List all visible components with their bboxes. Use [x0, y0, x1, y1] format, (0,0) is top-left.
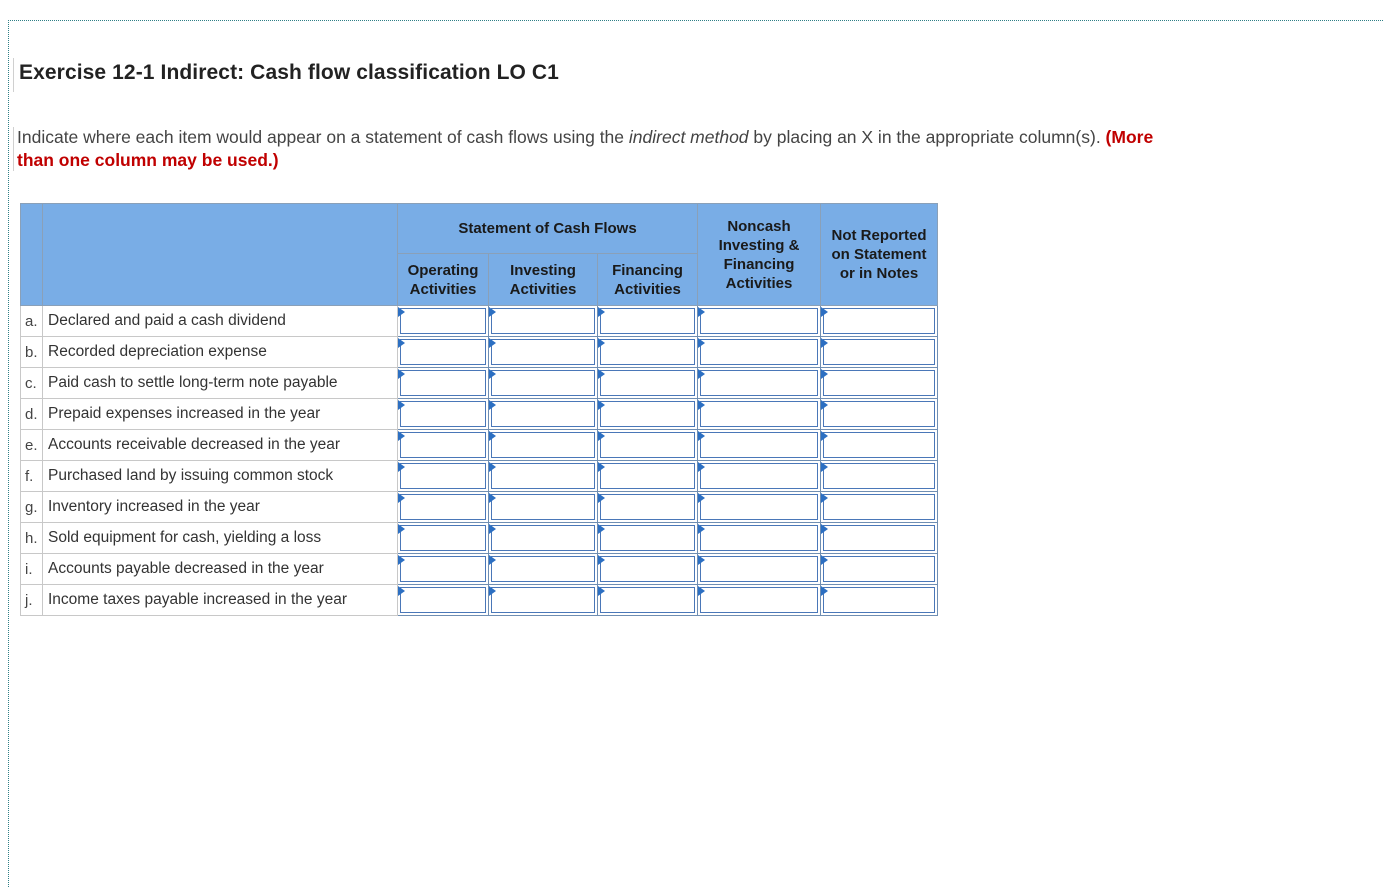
answer-input-noncash[interactable] — [700, 494, 818, 520]
answer-cell-noncash[interactable] — [698, 337, 821, 368]
answer-input-not-reported[interactable] — [823, 556, 935, 582]
header-operating — [398, 254, 489, 306]
answer-cell-not-reported[interactable] — [821, 430, 938, 461]
answer-cell-investing[interactable] — [489, 585, 598, 616]
dropdown-marker-icon[interactable] — [698, 307, 705, 317]
dropdown-marker-icon[interactable] — [489, 400, 496, 410]
frame-left-border — [8, 20, 9, 887]
table-body — [21, 306, 938, 616]
row-item-label: Sold equipment for cash, yielding a loss — [43, 523, 398, 554]
answer-input-financing[interactable] — [600, 463, 695, 489]
dropdown-marker-icon[interactable] — [821, 431, 828, 441]
answer-input-not-reported[interactable] — [823, 401, 935, 427]
row-item-label: Paid cash to settle long-term note payable — [43, 368, 398, 399]
answer-input-noncash[interactable] — [700, 463, 818, 489]
answer-cell-financing[interactable] — [598, 461, 698, 492]
answer-input-not-reported[interactable] — [823, 463, 935, 489]
table-row — [21, 554, 938, 585]
answer-cell-not-reported[interactable] — [821, 399, 938, 430]
answer-cell-investing[interactable] — [489, 337, 598, 368]
dropdown-marker-icon[interactable] — [598, 493, 605, 503]
answer-cell-financing[interactable] — [598, 306, 698, 337]
answer-cell-operating[interactable] — [398, 337, 489, 368]
answer-cell-financing[interactable] — [598, 492, 698, 523]
answer-input-financing[interactable] — [600, 370, 695, 396]
header-letter-blank — [21, 204, 43, 306]
answer-input-operating[interactable] — [400, 556, 486, 582]
dropdown-marker-icon[interactable] — [821, 369, 828, 379]
answer-cell-financing[interactable] — [598, 430, 698, 461]
dropdown-marker-icon[interactable] — [598, 307, 605, 317]
answer-input-financing[interactable] — [600, 401, 695, 427]
answer-cell-financing[interactable] — [598, 554, 698, 585]
row-letter: f. — [21, 461, 43, 492]
answer-cell-investing[interactable] — [489, 523, 598, 554]
frame-top-border — [8, 20, 1383, 21]
dropdown-marker-icon[interactable] — [489, 431, 496, 441]
answer-input-operating[interactable] — [400, 370, 486, 396]
answer-cell-investing[interactable] — [489, 461, 598, 492]
table-row — [21, 492, 938, 523]
dropdown-marker-icon[interactable] — [398, 338, 405, 348]
dropdown-marker-icon[interactable] — [598, 524, 605, 534]
row-item-label: Recorded depreciation expense — [43, 337, 398, 368]
answer-cell-operating[interactable] — [398, 585, 489, 616]
table-row — [21, 461, 938, 492]
dropdown-marker-icon[interactable] — [698, 431, 705, 441]
answer-cell-noncash[interactable] — [698, 523, 821, 554]
row-letter: b. — [21, 337, 43, 368]
answer-input-operating[interactable] — [400, 401, 486, 427]
dropdown-marker-icon[interactable] — [698, 524, 705, 534]
row-letter: c. — [21, 368, 43, 399]
answer-cell-investing[interactable] — [489, 306, 598, 337]
answer-cell-financing[interactable] — [598, 368, 698, 399]
dropdown-marker-icon[interactable] — [698, 369, 705, 379]
dropdown-marker-icon[interactable] — [398, 493, 405, 503]
header-statement-of-cash-flows: Statement of Cash Flows — [398, 204, 698, 254]
header-investing — [489, 254, 598, 306]
dropdown-marker-icon[interactable] — [489, 462, 496, 472]
answer-cell-not-reported[interactable] — [821, 523, 938, 554]
answer-input-operating[interactable] — [400, 587, 486, 613]
row-letter: d. — [21, 399, 43, 430]
dropdown-marker-icon[interactable] — [821, 555, 828, 565]
answer-cell-not-reported[interactable] — [821, 585, 938, 616]
answer-input-noncash[interactable] — [700, 525, 818, 551]
answer-input-not-reported[interactable] — [823, 339, 935, 365]
dropdown-marker-icon[interactable] — [698, 586, 705, 596]
header-item-blank — [43, 204, 398, 306]
instructions-text-before: Indicate where each item would appear on a statement of cash flows using the — [17, 127, 629, 147]
dropdown-marker-icon[interactable] — [489, 586, 496, 596]
dropdown-marker-icon[interactable] — [598, 431, 605, 441]
answer-cell-financing[interactable] — [598, 523, 698, 554]
answer-cell-noncash[interactable] — [698, 430, 821, 461]
dropdown-marker-icon[interactable] — [821, 400, 828, 410]
answer-input-not-reported[interactable] — [823, 494, 935, 520]
dropdown-marker-icon[interactable] — [398, 586, 405, 596]
header-operating-label: Operating Activities — [407, 261, 479, 298]
dropdown-marker-icon[interactable] — [821, 586, 828, 596]
table-row — [21, 368, 938, 399]
dropdown-marker-icon[interactable] — [821, 462, 828, 472]
instructions-accent-bar — [13, 127, 14, 171]
instructions-text-after: by placing an X in the appropriate column(s). — [748, 127, 1106, 147]
header-financing-label: Financing Activities — [612, 261, 683, 298]
answer-input-noncash[interactable] — [700, 370, 818, 396]
dropdown-marker-icon[interactable] — [398, 369, 405, 379]
answer-input-financing[interactable] — [600, 556, 695, 582]
row-letter: g. — [21, 492, 43, 523]
dropdown-marker-icon[interactable] — [598, 555, 605, 565]
dropdown-marker-icon[interactable] — [698, 462, 705, 472]
dropdown-marker-icon[interactable] — [489, 369, 496, 379]
dropdown-marker-icon[interactable] — [398, 524, 405, 534]
answer-input-operating[interactable] — [400, 494, 486, 520]
answer-cell-operating[interactable] — [398, 554, 489, 585]
row-item-label: Income taxes payable increased in the year — [43, 585, 398, 616]
answer-cell-noncash[interactable] — [698, 585, 821, 616]
answer-input-operating[interactable] — [400, 463, 486, 489]
row-letter: e. — [21, 430, 43, 461]
answer-input-investing[interactable] — [491, 587, 595, 613]
answer-input-not-reported[interactable] — [823, 587, 935, 613]
answer-input-financing[interactable] — [600, 587, 695, 613]
answer-input-investing[interactable] — [491, 556, 595, 582]
instructions-warning: (More than one column may be used.) — [17, 127, 1154, 170]
row-item-label: Accounts receivable decreased in the year — [43, 430, 398, 461]
answer-cell-not-reported[interactable] — [821, 306, 938, 337]
answer-cell-not-reported[interactable] — [821, 554, 938, 585]
answer-cell-investing[interactable] — [489, 399, 598, 430]
dropdown-marker-icon[interactable] — [598, 400, 605, 410]
answer-cell-investing[interactable] — [489, 368, 598, 399]
answer-input-financing[interactable] — [600, 339, 695, 365]
answer-cell-investing[interactable] — [489, 430, 598, 461]
answer-input-investing[interactable] — [491, 370, 595, 396]
row-item-label: Inventory increased in the year — [43, 492, 398, 523]
answer-cell-noncash[interactable] — [698, 306, 821, 337]
row-letter: j. — [21, 585, 43, 616]
answer-input-operating[interactable] — [400, 308, 486, 334]
dropdown-marker-icon[interactable] — [398, 462, 405, 472]
answer-input-operating[interactable] — [400, 432, 486, 458]
answer-input-financing[interactable] — [600, 525, 695, 551]
answer-input-financing[interactable] — [600, 308, 695, 334]
dropdown-marker-icon[interactable] — [698, 493, 705, 503]
answer-input-not-reported[interactable] — [823, 308, 935, 334]
answer-input-noncash[interactable] — [700, 587, 818, 613]
answer-cell-operating[interactable] — [398, 430, 489, 461]
row-letter: h. — [21, 523, 43, 554]
header-not-reported — [821, 204, 938, 306]
answer-cell-investing[interactable] — [489, 492, 598, 523]
answer-input-investing[interactable] — [491, 308, 595, 334]
answer-input-investing[interactable] — [491, 339, 595, 365]
answer-cell-operating[interactable] — [398, 492, 489, 523]
answer-cell-operating[interactable] — [398, 461, 489, 492]
answer-input-financing[interactable] — [600, 432, 695, 458]
table-row — [21, 430, 938, 461]
answer-cell-operating[interactable] — [398, 399, 489, 430]
table-row — [21, 337, 938, 368]
table-row — [21, 306, 938, 337]
answer-cell-financing[interactable] — [598, 399, 698, 430]
answer-cell-financing[interactable] — [598, 585, 698, 616]
answer-input-investing[interactable] — [491, 463, 595, 489]
table-row — [21, 523, 938, 554]
answer-input-operating[interactable] — [400, 525, 486, 551]
dropdown-marker-icon[interactable] — [598, 462, 605, 472]
answer-input-operating[interactable] — [400, 339, 486, 365]
dropdown-marker-icon[interactable] — [598, 338, 605, 348]
dropdown-marker-icon[interactable] — [398, 555, 405, 565]
table-row — [21, 585, 938, 616]
header-noncash-label: Noncash Investing & Financing Activities — [718, 217, 800, 292]
dropdown-marker-icon[interactable] — [821, 307, 828, 317]
dropdown-marker-icon[interactable] — [698, 555, 705, 565]
instructions — [17, 126, 1167, 172]
answer-cell-not-reported[interactable] — [821, 461, 938, 492]
dropdown-marker-icon[interactable] — [489, 338, 496, 348]
row-letter: a. — [21, 306, 43, 337]
dropdown-marker-icon[interactable] — [489, 524, 496, 534]
answer-input-financing[interactable] — [600, 494, 695, 520]
answer-cell-operating[interactable] — [398, 306, 489, 337]
answer-cell-financing[interactable] — [598, 337, 698, 368]
answer-cell-operating[interactable] — [398, 523, 489, 554]
classification-table — [20, 203, 938, 616]
answer-input-noncash[interactable] — [700, 556, 818, 582]
dropdown-marker-icon[interactable] — [398, 307, 405, 317]
dropdown-marker-icon[interactable] — [489, 307, 496, 317]
answer-cell-investing[interactable] — [489, 554, 598, 585]
header-financing — [598, 254, 698, 306]
answer-input-not-reported[interactable] — [823, 370, 935, 396]
answer-input-noncash[interactable] — [700, 432, 818, 458]
row-item-label: Accounts payable decreased in the year — [43, 554, 398, 585]
dropdown-marker-icon[interactable] — [489, 493, 496, 503]
answer-input-not-reported[interactable] — [823, 525, 935, 551]
row-item-label: Prepaid expenses increased in the year — [43, 399, 398, 430]
dropdown-marker-icon[interactable] — [489, 555, 496, 565]
dropdown-marker-icon[interactable] — [698, 338, 705, 348]
answer-input-noncash[interactable] — [700, 339, 818, 365]
answer-input-noncash[interactable] — [700, 308, 818, 334]
answer-input-investing[interactable] — [491, 401, 595, 427]
answer-cell-not-reported[interactable] — [821, 337, 938, 368]
dropdown-marker-icon[interactable] — [821, 493, 828, 503]
dropdown-marker-icon[interactable] — [598, 586, 605, 596]
answer-cell-noncash[interactable] — [698, 399, 821, 430]
dropdown-marker-icon[interactable] — [398, 400, 405, 410]
answer-cell-not-reported[interactable] — [821, 368, 938, 399]
answer-input-investing[interactable] — [491, 432, 595, 458]
title-accent-bar — [13, 58, 14, 92]
answer-input-not-reported[interactable] — [823, 432, 935, 458]
row-item-label: Purchased land by issuing common stock — [43, 461, 398, 492]
header-noncash — [698, 204, 821, 306]
dropdown-marker-icon[interactable] — [398, 431, 405, 441]
exercise-title: Exercise 12-1 Indirect: Cash flow classification LO C1 — [19, 61, 559, 84]
row-item-label: Declared and paid a cash dividend — [43, 306, 398, 337]
dropdown-marker-icon[interactable] — [821, 524, 828, 534]
instructions-emphasis: indirect method — [628, 127, 749, 147]
answer-input-investing[interactable] — [491, 525, 595, 551]
answer-cell-noncash[interactable] — [698, 554, 821, 585]
row-letter: i. — [21, 554, 43, 585]
answer-cell-noncash[interactable] — [698, 368, 821, 399]
answer-input-investing[interactable] — [491, 494, 595, 520]
dropdown-marker-icon[interactable] — [698, 400, 705, 410]
answer-cell-noncash[interactable] — [698, 461, 821, 492]
answer-cell-not-reported[interactable] — [821, 492, 938, 523]
table-row — [21, 399, 938, 430]
answer-input-noncash[interactable] — [700, 401, 818, 427]
dropdown-marker-icon[interactable] — [821, 338, 828, 348]
dropdown-marker-icon[interactable] — [598, 369, 605, 379]
header-investing-label: Investing Activities — [509, 261, 577, 298]
answer-cell-operating[interactable] — [398, 368, 489, 399]
answer-cell-noncash[interactable] — [698, 492, 821, 523]
header-not-reported-label: Not Reported on Statement or in Notes — [831, 227, 927, 282]
